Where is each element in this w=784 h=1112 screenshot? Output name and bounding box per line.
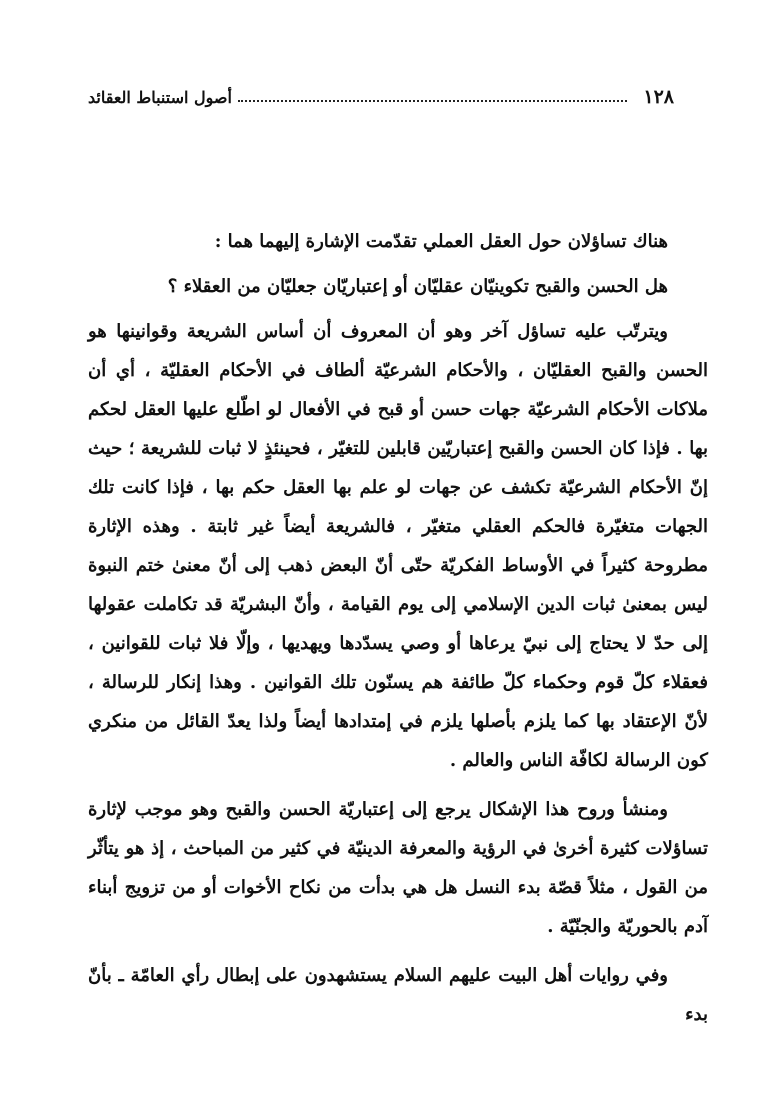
- dotted-leader: [238, 99, 627, 102]
- body-text: [88, 222, 708, 1044]
- paragraph-main: ويترتّب عليه تساؤل آخر وهو أن المعروف أن أساس الشريعة وقوانينها هو الحسن والقبح العقليّان ، والأحكام الشرعيّة ألطاف في الأحكام العقليّة ، أي أن ملاكات الأحكام الشرعيّة جهات حسن أو قبح في الأفعال لو اطّلع عليها العقل لحكم بها . فإذا كان الحسن والقبح إعتباريّين قابلين للتغيّر ، فحينئذٍ لا ثبات للشريعة ؛ حيث إنّ الأحكام الشرعيّة تكشف عن جهات لو علم بها العقل حكم بها ، فإذا كانت تلك الجهات متغيّرة فالحكم العقلي متغيّر ، فالشريعة أيضاً غير ثابتة . وهذه الإثارة مطروحة كثيراً في الأوساط الفكريّة حتّى أنّ البعض ذهب إلى أنّ معنىٰ ختم النبوة ليس بمعنىٰ ثبات الدين الإسلامي إلى يوم القيامة ، وأنّ البشريّة قد تكاملت عقولها إلى حدّ لا يحتاج إلى نبيّ يرعاها أو وصي يسدّدها ويهديها ، وإلّا فلا ثبات للقوانين ، فعقلاء كلّ قوم وحكماء كلّ طائفة هم يسنّون تلك القوانين . وهذا إنكار للرسالة ، لأنّ الإعتقاد بها كما يلزم بأصلها يلزم في إمتدادها أيضاً ولذا يعدّ القائل من منكري كون الرسالة لكافّة الناس والعالم .: [88, 321, 708, 771]
- running-header: [88, 82, 674, 112]
- paragraph-narrations: وفي روايات أهل البيت عليهم السلام يستشهدون على إبطال رأي العامّة ـ بأنّ بدء: [88, 965, 708, 1025]
- paragraph-intro: هناك تساؤلان حول العقل العملي تقدّمت الإشارة إليهما هما :: [214, 231, 668, 252]
- paragraph-question: هل الحسن والقبح تكوينيّان عقليّان أو إعتباريّان جعليّان من العقلاء ؟: [167, 276, 668, 297]
- paragraph-origin: ومنشأ وروح هذا الإشكال يرجع إلى إعتباريّة الحسن والقبح وهو موجب لإثارة تساؤلات كثيرة أخرىٰ في الرؤية والمعرفة الدينيّة في كثير من المباحث ، إذ هو يتأثّر من القول ، مثلاً قصّة بدء النسل هل هي بدأت من نكاح الأخوات أو من تزويج أبناء آدم بالحوريّة والجنّيّة .: [88, 799, 709, 937]
- book-title: أصول استنباط العقائد: [88, 87, 232, 107]
- page-number: ١٢٨: [643, 86, 674, 108]
